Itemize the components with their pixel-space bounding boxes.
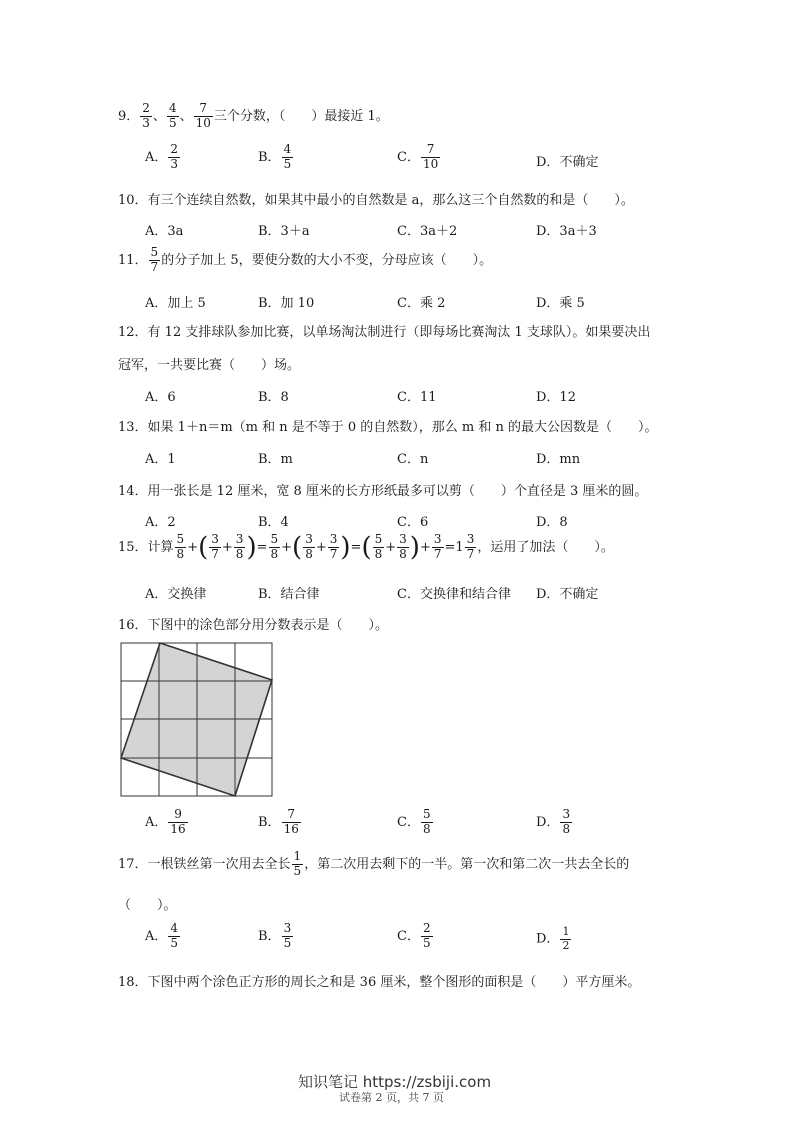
option-d[interactable]: D．乘 5 (536, 296, 585, 311)
option-c[interactable]: C．乘 2 (397, 296, 446, 311)
option-c[interactable]: C．交换律和结合律 (397, 587, 511, 602)
fraction: $\frac{7}{10}$ (195, 101, 211, 130)
watermark: 知识笔记 https://zsbiji.com (298, 1073, 492, 1091)
fraction: $\frac{4}{5}$ (168, 101, 177, 130)
option-d[interactable]: D．3a＋3 (536, 224, 597, 239)
option-b[interactable]: B． $\frac{7}{16}$ (258, 807, 299, 836)
question-11: 11． $\frac{5}{7}$ 的分子加上 5，要使分数的大小不变，分母应该（ ）。 (118, 245, 493, 274)
question-10: 10．有三个连续自然数，如果其中最小的自然数是 a，那么这三个自然数的和是（ ）。 (118, 193, 634, 208)
option-b[interactable]: B．8 (258, 390, 289, 405)
option-d[interactable]: D．mn (536, 452, 581, 467)
option-d[interactable]: D．不确定 (536, 587, 599, 602)
option-a[interactable]: A．2 (145, 515, 176, 530)
question-15: 15．计算 $\frac{5}{8}$ +( $\frac{3}{7}$ + $\frac{3}{8}$ )= $\frac{5}{8}$ +( $\frac{3}{8}$ + $\frac{3}{7}$ )=( $\frac{5}{8}$ + $\frac{3}{8}$ )+ $\frac{3}{7}$ =1 $\frac{3}{7}$ ，运用了加法（ ）。 (118, 532, 614, 563)
option-c[interactable]: C．n (397, 452, 429, 467)
option-a[interactable]: A． $\frac{2}{3}$ (145, 142, 179, 171)
option-d[interactable]: D．不确定 (536, 155, 599, 170)
fraction: $\frac{2}{3}$ (142, 101, 150, 130)
option-c[interactable]: C． $\frac{7}{10}$ (397, 142, 439, 171)
grid-figure (120, 642, 274, 798)
option-b[interactable]: B．加 10 (258, 296, 315, 311)
option-c[interactable]: C．11 (397, 390, 437, 405)
option-a[interactable]: A．6 (145, 390, 176, 405)
option-a[interactable]: A．1 (145, 452, 176, 467)
option-a[interactable]: A．加上 5 (145, 296, 206, 311)
option-b[interactable]: B． $\frac{4}{5}$ (258, 142, 292, 171)
option-b[interactable]: B．结合律 (258, 587, 320, 602)
question-18: 18．下图中两个涂色正方形的周长之和是 36 厘米，整个图形的面积是（ ）平方厘米。 (118, 975, 641, 990)
option-c[interactable]: C．3a＋2 (397, 224, 458, 239)
question-17: 17．一根铁丝第一次用去全长 $\frac{1}{5}$ ，第二次用去剩下的一半。第一次和第二次一共去全长的 (118, 849, 630, 878)
option-b[interactable]: B．3＋a (258, 224, 310, 239)
page-number: 试卷第 2 页，共 7 页 (339, 1091, 444, 1104)
option-b[interactable]: B．m (258, 452, 293, 467)
option-d[interactable]: D． $\frac{1}{2}$ (536, 925, 570, 952)
question-12-line2: 冠军，一共要比赛（ ）场。 (118, 358, 301, 373)
option-a[interactable]: A．3a (145, 224, 184, 239)
option-d[interactable]: D． $\frac{3}{8}$ (536, 807, 571, 836)
question-14: 14．用一张长是 12 厘米，宽 8 厘米的长方形纸最多可以剪（ ）个直径是 3 厘米的圆。 (118, 484, 648, 499)
option-a[interactable]: A．交换律 (145, 587, 207, 602)
option-b[interactable]: B． $\frac{3}{5}$ (258, 921, 292, 950)
option-c[interactable]: C．6 (397, 515, 429, 530)
option-a[interactable]: A． $\frac{9}{16}$ (145, 807, 186, 836)
option-d[interactable]: D．8 (536, 515, 568, 530)
option-c[interactable]: C． $\frac{5}{8}$ (397, 807, 431, 836)
option-a[interactable]: A． $\frac{4}{5}$ (145, 921, 179, 950)
option-c[interactable]: C． $\frac{2}{5}$ (397, 921, 431, 950)
question-17-line2: （ ）。 (118, 898, 177, 913)
option-b[interactable]: B．4 (258, 515, 289, 530)
question-16: 16．下图中的涂色部分用分数表示是（ ）。 (118, 618, 389, 633)
question-13: 13．如果 1＋n＝m（m 和 n 是不等于 0 的自然数），那么 m 和 n 的最大公因数是（ ）。 (118, 420, 658, 435)
question-9: 9． $\frac{2}{3}$ 、 $\frac{4}{5}$ 、 $\frac{7}{10}$ 三个分数，（ ）最接近 1。 (118, 101, 389, 130)
question-12-line1: 12．有 12 支排球队参加比赛，以单场淘汰制进行（即每场比赛淘汰 1 支球队）。如果要决出 (118, 325, 651, 340)
option-d[interactable]: D．12 (536, 390, 576, 405)
grid-lines (121, 643, 272, 796)
